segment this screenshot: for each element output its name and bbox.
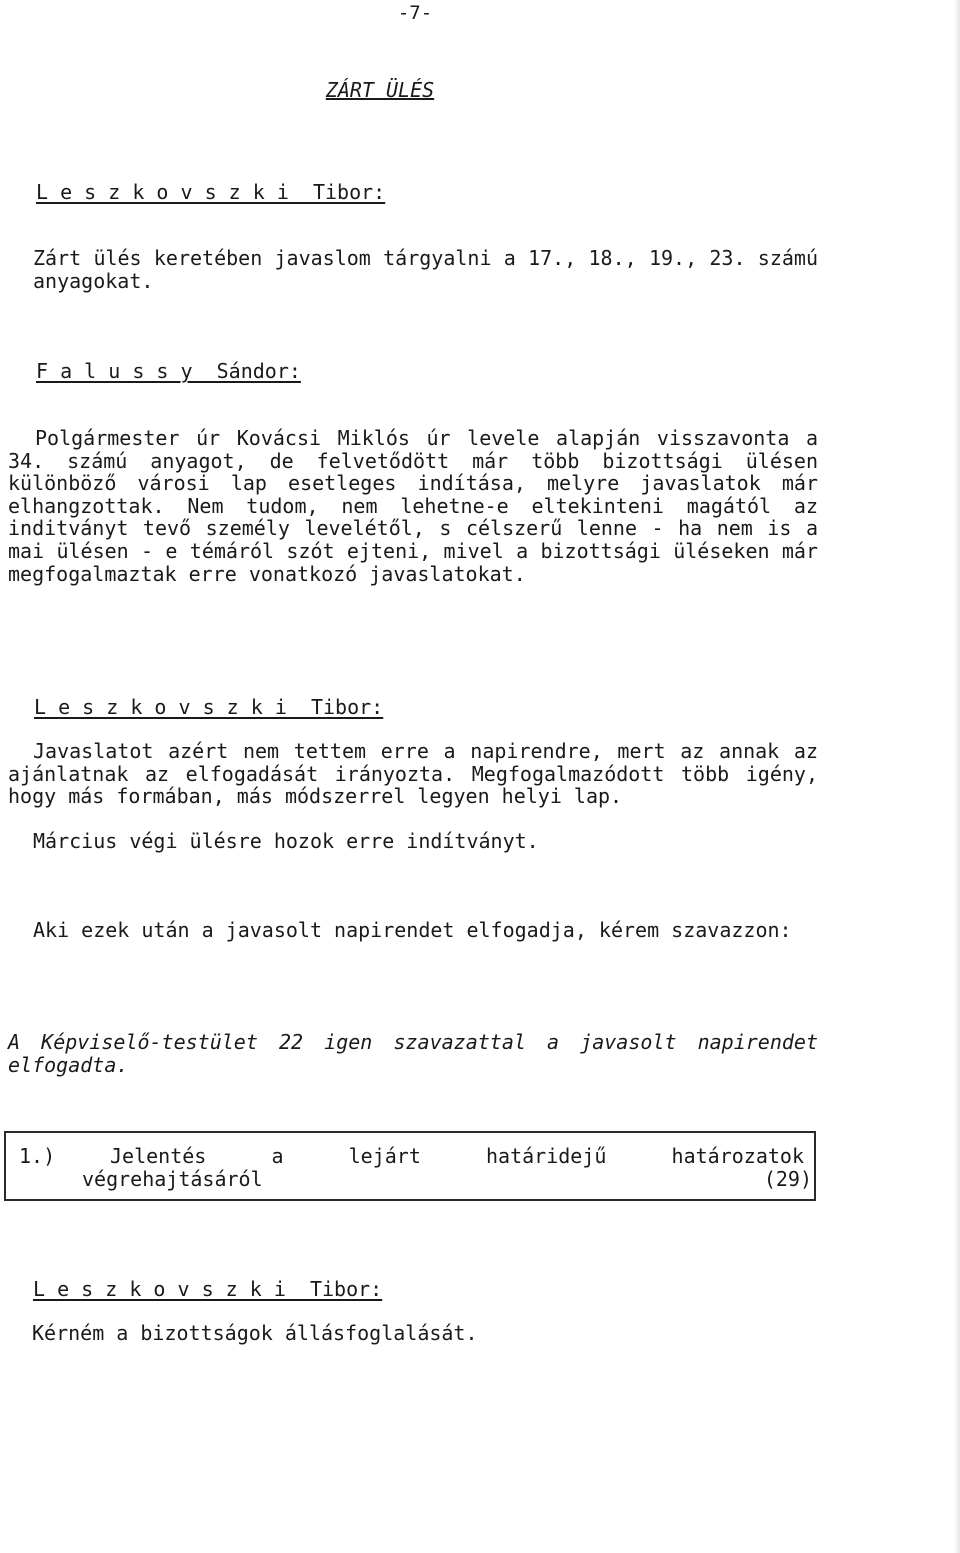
paragraph: Javaslatot azért nem tettem erre a napirendre, mert az annak az ajánlatnak az elfogadását irányozta. Megfogalmazódott több igény, hogy más formában, más módszerrel legyen helyi lap. [8, 739, 818, 809]
resolution-text: A Képviselő-testület 22 igen szavazattal a javasolt napirendet elfogadta. [8, 1030, 818, 1077]
page-edge-shadow [954, 0, 960, 1553]
agenda-item-code: (29) [763, 1167, 812, 1191]
speaker-heading: L e s z k o v s z k i Tibor: [36, 180, 386, 204]
paragraph: Polgármester úr Kovácsi Miklós úr levele alapján visszavonta a 34. számú anyagot, de felvetődött már több bizottsági ülésen különböző városi lap esetleges indítása, melyre javaslatok már elhangzottak. Nem tudom, nem lehetne-e eltekinteni magától az inditványt tevő személy levelétől, s célszerű lenne - ha nem is a mai ülésen - e témáról szót ejteni, mivel a bizottsági üléseken már megfogalmaztak erre vonatkozó javaslatokat. [8, 426, 818, 586]
speaker-heading: L e s z k o v s z k i Tibor: [33, 1277, 383, 1301]
paragraph: Március végi ülésre hozok erre indítványt. [33, 829, 539, 853]
paragraph: Zárt ülés keretében javaslom tárgyalni a 17., 18., 19., 23. számú anyagokat. [33, 246, 818, 293]
speaker-heading: L e s z k o v s z k i Tibor: [34, 695, 384, 719]
agenda-item-title-line1: Jelentés a lejárt határidejű határozatok [110, 1144, 804, 1168]
speaker-heading: F a l u s s y Sándor: [36, 359, 301, 383]
section-title: ZÁRT ÜLÉS [325, 78, 435, 102]
page-number: -7- [397, 2, 433, 24]
paragraph: Aki ezek után a javasolt napirendet elfogadja, kérem szavazzon: [33, 918, 792, 942]
agenda-item-title-line2: végrehajtásáról [82, 1167, 263, 1191]
agenda-item-number: 1.) [19, 1144, 56, 1168]
agenda-item-box [4, 1131, 816, 1201]
paragraph: Kérném a bizottságok állásfoglalását. [32, 1321, 478, 1345]
